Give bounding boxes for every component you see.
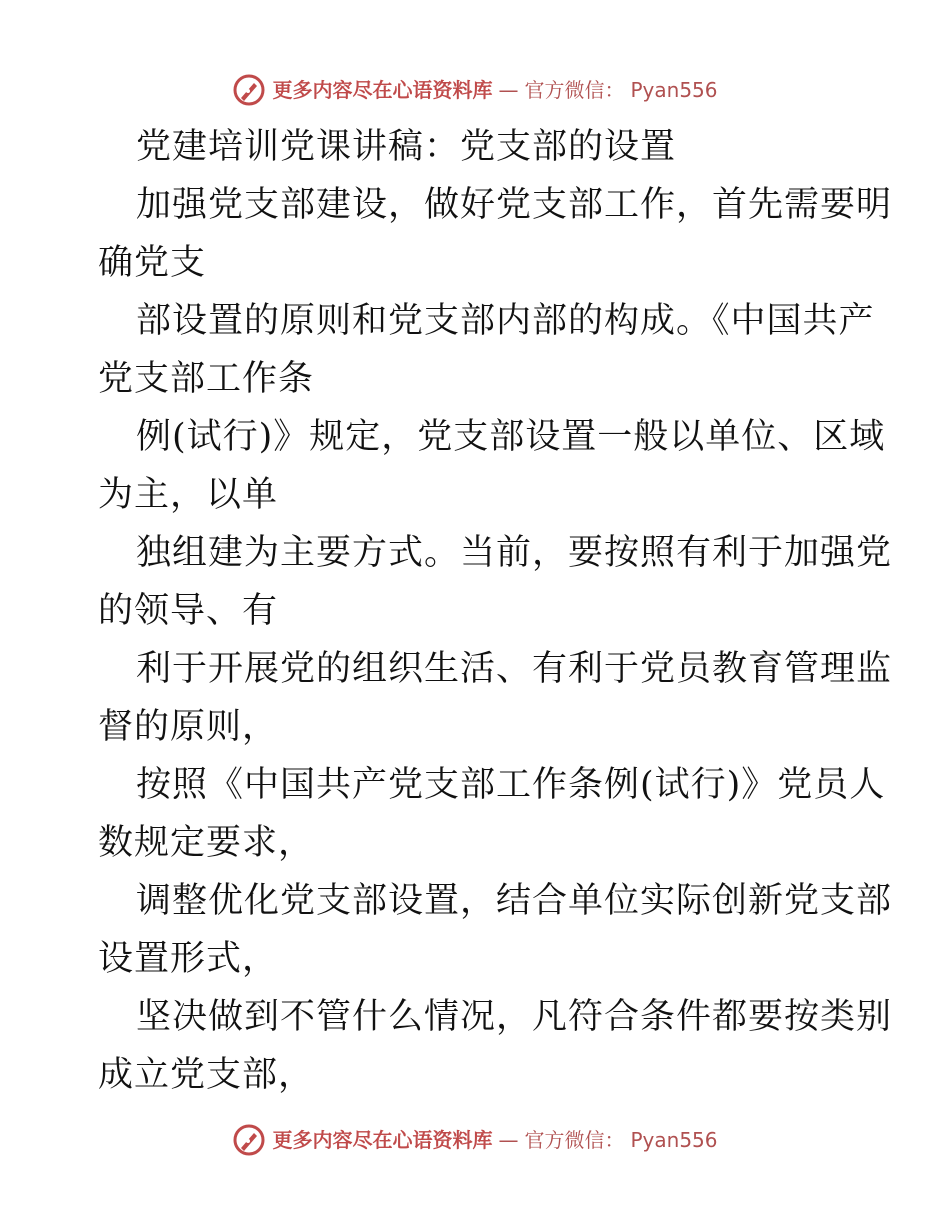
- paragraph-line: 独组建为主要方式。当前，要按照有利于加强党: [136, 533, 893, 573]
- paragraph-line: 加强党支部建设，做好党支部工作，首先需要明: [136, 185, 893, 225]
- watermark-main-text: 更多内容尽在心语资料库: [272, 78, 493, 102]
- paragraph-line: 成立党支部，: [98, 1055, 315, 1095]
- paragraph-line: 部设置的原则和党支部内部的构成。《中国共产: [136, 301, 875, 341]
- document-title-line: 党建培训党课讲稿：党支部的设置: [136, 127, 677, 167]
- footer-watermark: [0, 1120, 950, 1160]
- watermark-separator: —: [498, 78, 519, 102]
- paragraph-line: 坚决做到不管什么情况，凡符合条件都要按类别: [136, 997, 893, 1037]
- watermark-wechat-id: Pyan556: [630, 78, 718, 102]
- paragraph-line: 为主，以单: [98, 475, 279, 515]
- paragraph-line: 按照《中国共产党支部工作条例(试行)》党员人: [136, 765, 886, 805]
- paragraph-line: 的领导、有: [98, 591, 279, 631]
- pen-logo-icon: [232, 73, 266, 107]
- watermark-main-text: 更多内容尽在心语资料库: [272, 1128, 493, 1152]
- paragraph-line: 利于开展党的组织生活、有利于党员教育管理监: [136, 649, 893, 689]
- document-body: [98, 118, 893, 1104]
- paragraph-line: 督的原则，: [98, 707, 279, 747]
- pen-logo-icon: [232, 1123, 266, 1157]
- paragraph-line: 党支部工作条: [98, 359, 315, 399]
- paragraph-line: 设置形式，: [98, 939, 279, 979]
- header-watermark: [0, 70, 950, 110]
- paragraph-line: 确党支: [98, 243, 207, 283]
- paragraph-line: 调整优化党支部设置，结合单位实际创新党支部: [136, 881, 893, 921]
- watermark-separator: —: [498, 1128, 519, 1152]
- watermark-sub-text: 官方微信：: [524, 78, 625, 102]
- watermark-wechat-id: Pyan556: [630, 1128, 718, 1152]
- watermark-sub-text: 官方微信：: [524, 1128, 625, 1152]
- paragraph-line: 数规定要求，: [98, 823, 315, 863]
- paragraph-line: 例(试行)》规定，党支部设置一般以单位、区域: [136, 417, 886, 457]
